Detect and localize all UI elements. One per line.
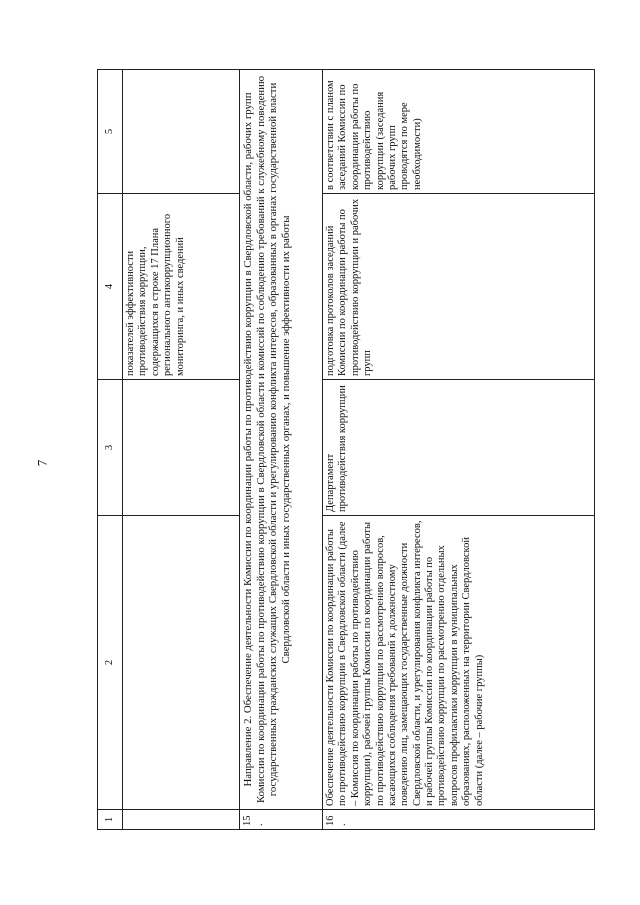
table-header-row xyxy=(98,70,123,830)
page-number: 7 xyxy=(34,459,50,467)
header-cell-2: 2 xyxy=(98,516,123,810)
cont-cell-1 xyxy=(123,810,240,830)
cont-cell-5 xyxy=(123,70,240,194)
header-cell-1: 1 xyxy=(98,810,123,830)
section-text: Направление 2. Обеспечение деятельности Комиссии по координации работы по противодействию коррупции в Свердловской области, рабочих групп Комиссии по координации работы по противодействию коррупции в Свердловской области и комиссий по соблюдению требований к служебному поведению государственных гражданских служащих Свердловской области и урегулированию конфликта интересов, образованных в органах государственной власти Свердловской области и иных государственных органах, и повышение эффективности их работы xyxy=(240,70,323,810)
item-executor: Департамент противодействия коррупции xyxy=(323,380,595,516)
table-row-continuation xyxy=(123,70,240,830)
header-cell-5: 5 xyxy=(98,70,123,194)
plan-table xyxy=(97,69,595,830)
item-number: 16. xyxy=(323,810,595,830)
item-result: подготовка протоколов заседаний Комиссии по координации работы по противодействию коррупции и рабочих групп xyxy=(323,194,595,380)
header-cell-4: 4 xyxy=(98,194,123,380)
table-row-item xyxy=(323,70,595,830)
cont-cell-2 xyxy=(123,516,240,810)
table-row-section xyxy=(240,70,323,830)
header-cell-3: 3 xyxy=(98,380,123,516)
cont-cell-3 xyxy=(123,380,240,516)
item-description: Обеспечение деятельности Комиссии по координации работы по противодействию коррупции в Свердловской области (далее – Комиссия по координации работы по противодействию коррупции), рабочей группы Комиссии по координации работы по противодействию коррупции по рассмотрению вопросов, касающихся соблюдения требований к должностному поведению лиц, замещающих государственные должности Свердловской области, и урегулирования конфликта интересов, и рабочей группы Комиссии по координации работы по противодействию коррупции по рассмотрению отдельных вопросов профилактики коррупции в муниципальных образованиях, расположенных на территории Свердловской области (далее – рабочие группы) xyxy=(323,516,595,810)
item-deadline: в соответствии с планом заседаний Комиссии по координации работы по противодействию коррупции (заседания рабочих групп проводятся по мере необходимости) xyxy=(323,70,595,194)
rotated-table-container xyxy=(97,70,595,830)
cont-cell-4: показателей эффективности противодействия коррупции, содержащихся в строке 17 Плана регионального антикоррупционного мониторинга, и иных сведений xyxy=(123,194,240,380)
section-number: 15. xyxy=(240,810,323,830)
